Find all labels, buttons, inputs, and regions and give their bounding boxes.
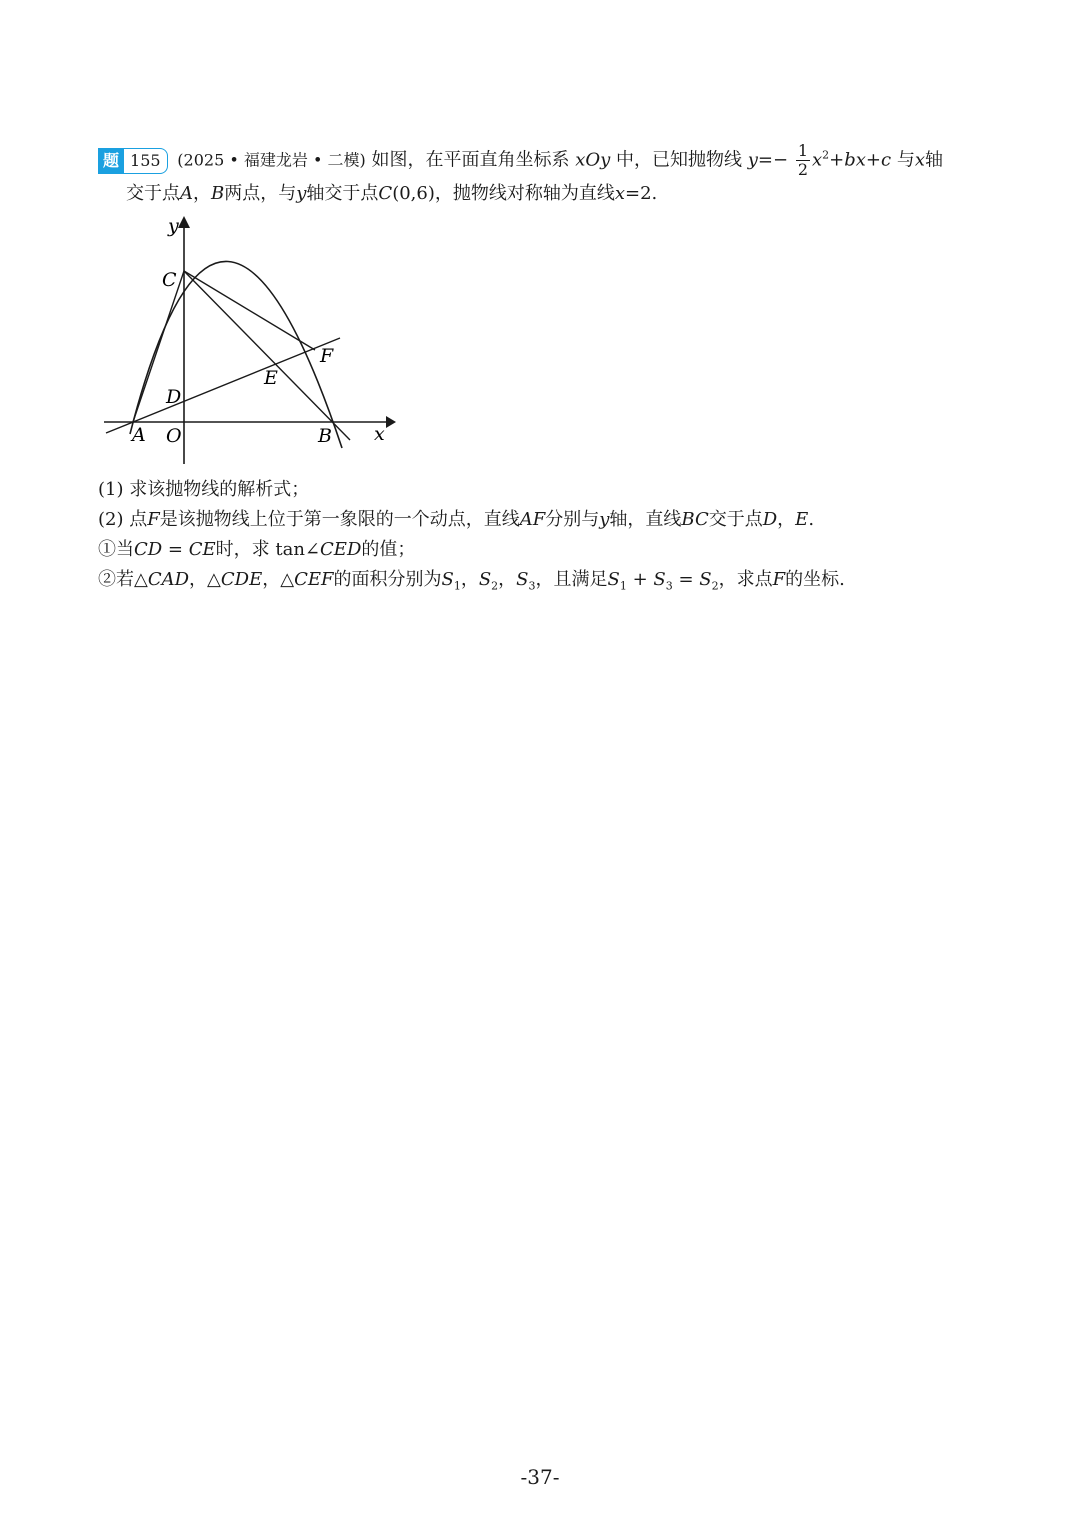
question-2	[98, 508, 814, 532]
fraction-denominator: 2	[797, 160, 809, 179]
figure-svg	[100, 212, 400, 470]
math: S	[478, 569, 492, 590]
math: x	[614, 183, 626, 204]
x-axis-arrow	[386, 416, 396, 428]
math: CD = CE	[134, 539, 216, 560]
label-x: x	[374, 423, 385, 445]
math: y	[747, 149, 758, 171]
text: 如图，在平面直角坐标系	[371, 149, 570, 171]
problem-line-1	[98, 142, 943, 179]
math: CEF	[294, 569, 334, 590]
text: 分别与	[545, 509, 600, 530]
text: 轴，直线	[609, 509, 682, 530]
fraction	[796, 142, 810, 179]
text: 中，已知抛物线	[616, 149, 743, 171]
text: (1) 求该抛物线的解析式；	[98, 479, 310, 500]
text: (2) 点	[98, 509, 148, 530]
text: ，	[460, 569, 479, 590]
math: xOy	[575, 149, 611, 171]
subscript: 1	[619, 579, 627, 593]
text: ，	[498, 569, 517, 590]
math: F	[772, 569, 786, 590]
badge-number: 155	[124, 148, 168, 174]
text: ，	[777, 509, 796, 530]
text: 的坐标.	[785, 569, 845, 590]
math: BC	[681, 509, 709, 530]
math: S	[441, 569, 454, 590]
label-A: A	[132, 424, 146, 446]
label-C: C	[162, 269, 177, 291]
math: y	[599, 509, 610, 530]
y-axis-arrow	[178, 216, 190, 228]
math: CAD	[147, 569, 190, 590]
text: ，且满足	[535, 569, 608, 590]
math: =−	[757, 149, 789, 171]
math: A	[180, 183, 193, 204]
math: +bx+c	[829, 149, 892, 171]
label-B: B	[318, 425, 332, 447]
label-O: O	[166, 425, 182, 447]
exponent: 2	[822, 148, 830, 162]
math: CDE	[220, 569, 263, 590]
text: ，求点	[718, 569, 773, 590]
problem-badge	[98, 148, 168, 174]
math: B	[211, 183, 225, 204]
text: 与	[896, 149, 915, 171]
math: +	[626, 569, 654, 590]
line-AF	[106, 338, 340, 433]
math: x	[914, 149, 925, 171]
fraction-numerator: 1	[797, 141, 809, 160]
math: =	[672, 569, 700, 590]
text: ①当	[98, 539, 134, 560]
question-2-2	[98, 568, 845, 599]
math: y	[296, 183, 307, 204]
text: 两点，与	[224, 183, 297, 204]
math: S	[653, 569, 666, 590]
math: E	[795, 509, 809, 530]
page-number: -37-	[520, 1465, 560, 1489]
text: ，	[193, 183, 211, 204]
text: =2.	[625, 183, 658, 204]
subscript: 3	[528, 579, 536, 593]
text: (0,6)，抛物线对称轴为直线	[392, 183, 615, 204]
label-E: E	[264, 367, 278, 389]
badge-key: 题	[98, 148, 124, 174]
text: 轴	[924, 149, 943, 171]
math: S	[607, 569, 620, 590]
text: 的值；	[361, 539, 416, 560]
text: ，△	[262, 569, 295, 590]
subscript: 1	[453, 579, 461, 593]
problem-source: (2025 • 福建龙岩 • 二模)	[177, 150, 366, 170]
subscript: 3	[665, 579, 673, 593]
subscript: 2	[491, 579, 499, 593]
text: 交于点	[708, 509, 763, 530]
text: 交于点	[126, 183, 180, 204]
math: CED	[320, 539, 362, 560]
math: S	[699, 569, 712, 590]
question-2-1	[98, 538, 415, 562]
text: ，△	[189, 569, 221, 590]
math: C	[378, 183, 393, 204]
math: F	[147, 509, 160, 530]
geometry-figure	[100, 212, 400, 470]
problem-line-2	[126, 182, 657, 206]
math: x	[812, 149, 823, 171]
text: 的面积分别为	[333, 569, 442, 590]
text: .	[808, 509, 815, 530]
label-y: y	[168, 215, 179, 237]
math: D	[762, 509, 778, 530]
subscript: 2	[711, 579, 719, 593]
text: ②若△	[98, 569, 148, 590]
label-D: D	[166, 386, 182, 408]
math: AF	[519, 509, 546, 530]
text: 是该抛物线上位于第一象限的一个动点，直线	[159, 509, 520, 530]
text: 轴交于点	[306, 183, 379, 204]
text: 时，求 tan∠	[215, 539, 321, 560]
math: S	[516, 569, 529, 590]
question-1	[98, 478, 309, 502]
label-F: F	[320, 345, 334, 367]
